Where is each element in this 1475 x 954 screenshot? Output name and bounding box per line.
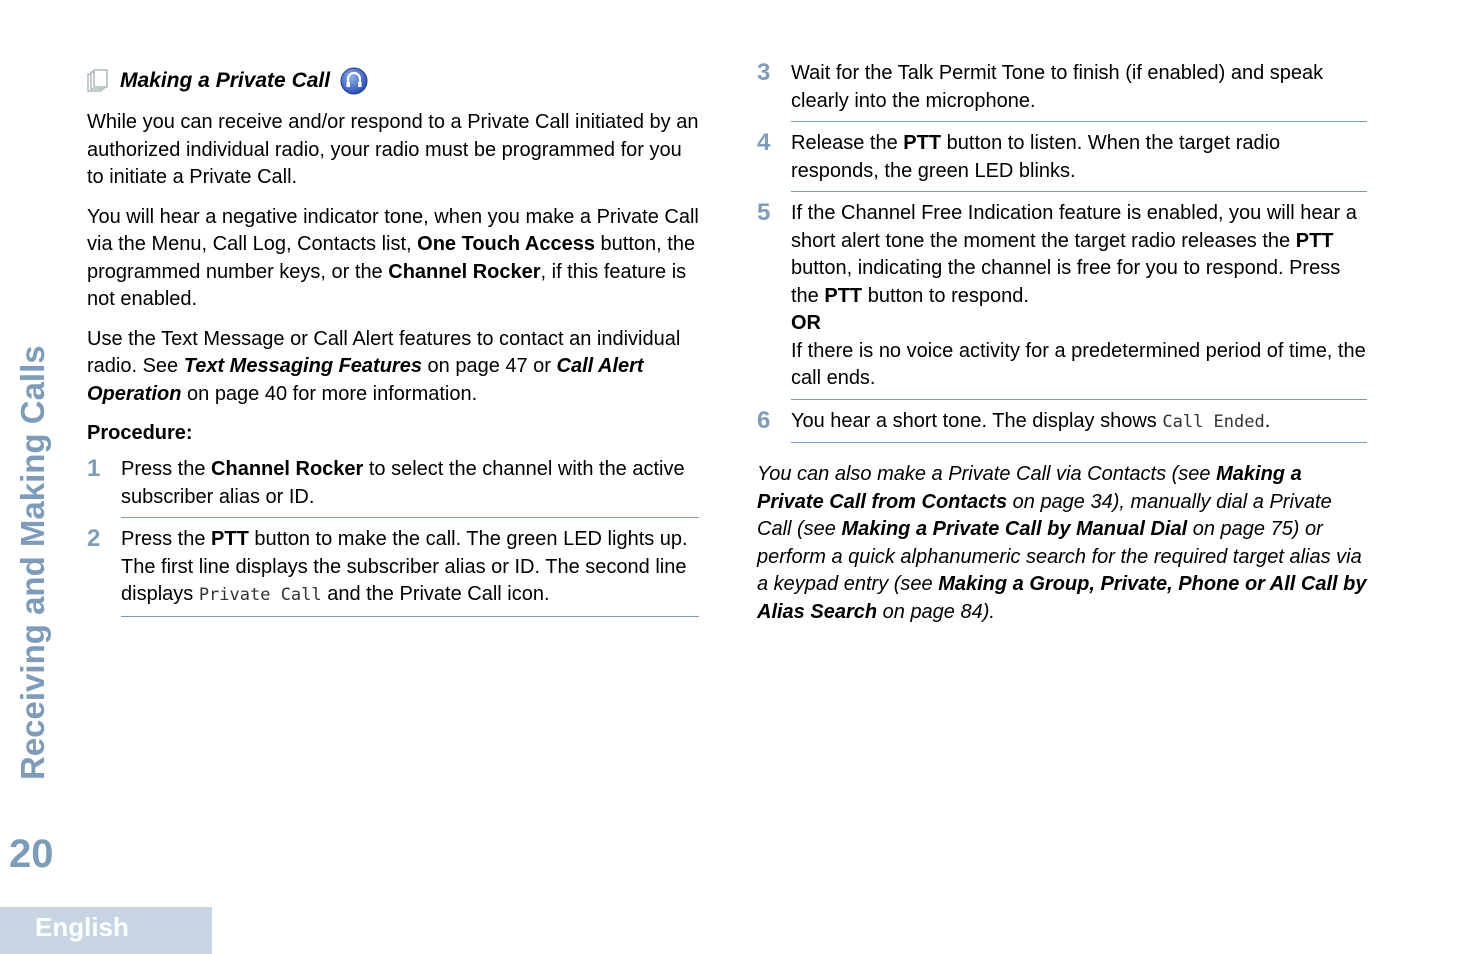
section-side-title: Receiving and Making Calls — [14, 345, 51, 780]
link-call-alert-operation: Call Alert Operation — [87, 355, 644, 405]
procedure-label: Procedure: — [87, 422, 193, 444]
link-text-messaging-features: Text Messaging Features — [183, 355, 422, 377]
step-item — [87, 526, 699, 617]
step-item — [757, 60, 1367, 122]
intro-paragraph-3: Use the Text Message or Call Alert features to contact an individual radio. See Text Messaging Features on page 47 or Call Alert Operation on page 40 for more information. — [87, 327, 681, 405]
step-number: 3 — [757, 59, 771, 86]
step-item — [757, 130, 1367, 192]
step-text: Wait for the Talk Permit Tone to finish (if enabled) and speak clearly into the microphone. — [791, 60, 1367, 122]
or-label: OR — [791, 312, 821, 334]
step-text: Press the PTT button to make the call. The green LED lights up. The first line displays the subscriber alias or ID. The second line displays Private Call and the Private Call icon. — [121, 526, 699, 617]
right-column — [757, 60, 1367, 626]
step-number: 4 — [757, 129, 771, 156]
step-number: 5 — [757, 199, 771, 226]
step-item — [757, 200, 1367, 400]
step-text: If the Channel Free Indication feature is enabled, you will hear a short alert tone the moment the target radio releases the PTT button, indicating the channel is free for you to respond. Press the PTT button to respond. OR If there is no voice activity for a predetermined period of time, the call ends. — [791, 200, 1367, 400]
step-number: 6 — [757, 406, 771, 434]
page-number: 20 — [9, 832, 54, 876]
note-paragraph: You can also make a Private Call via Contacts (see Making a Private Call from Contacts on page 34), manually dial a Private Call (see Making a Private Call by Manual Dial on page 75) or perform a quick alphanumeric search for the required target alias via a keypad entry (see Making a Group, Private, Phone or All Call by Alias Search on page 84). — [757, 463, 1367, 623]
section-title: Making a Private Call — [120, 69, 331, 92]
step-number: 1 — [87, 455, 101, 482]
intro-paragraph-2: You will hear a negative indicator tone, when you make a Private Call via the Menu, Call Log, Contacts list, One Touch Access button, the programmed number keys, or the Channel Rocker, if this feature is not enabled. — [87, 205, 699, 310]
link-private-call-from-contacts: Making a Private Call from Contacts — [757, 463, 1302, 513]
link-alias-search: Making a Group, Private, Phone or All Call by Alias Search — [757, 573, 1367, 623]
step-item — [757, 408, 1367, 444]
step-text: You hear a short tone. The display shows Call Ended. — [791, 408, 1367, 444]
radio-feature-icon — [340, 67, 368, 95]
step-text: Press the Channel Rocker to select the channel with the active subscriber alias or ID. — [121, 456, 699, 518]
document-icon — [87, 69, 109, 93]
left-column — [87, 64, 699, 625]
section-heading — [87, 64, 699, 98]
step-item — [87, 456, 699, 518]
intro-paragraph-1: While you can receive and/or respond to a Private Call initiated by an authorized individual radio, your radio must be programmed for you to initiate a Private Call. — [87, 111, 699, 188]
step-text: Release the PTT button to listen. When the target radio responds, the green LED blinks. — [791, 130, 1367, 192]
link-private-call-manual-dial: Making a Private Call by Manual Dial — [841, 518, 1188, 540]
language-tab: English — [0, 907, 212, 954]
display-text: Private Call — [198, 585, 322, 605]
display-text: Call Ended — [1162, 411, 1265, 432]
step-number: 2 — [87, 525, 101, 552]
